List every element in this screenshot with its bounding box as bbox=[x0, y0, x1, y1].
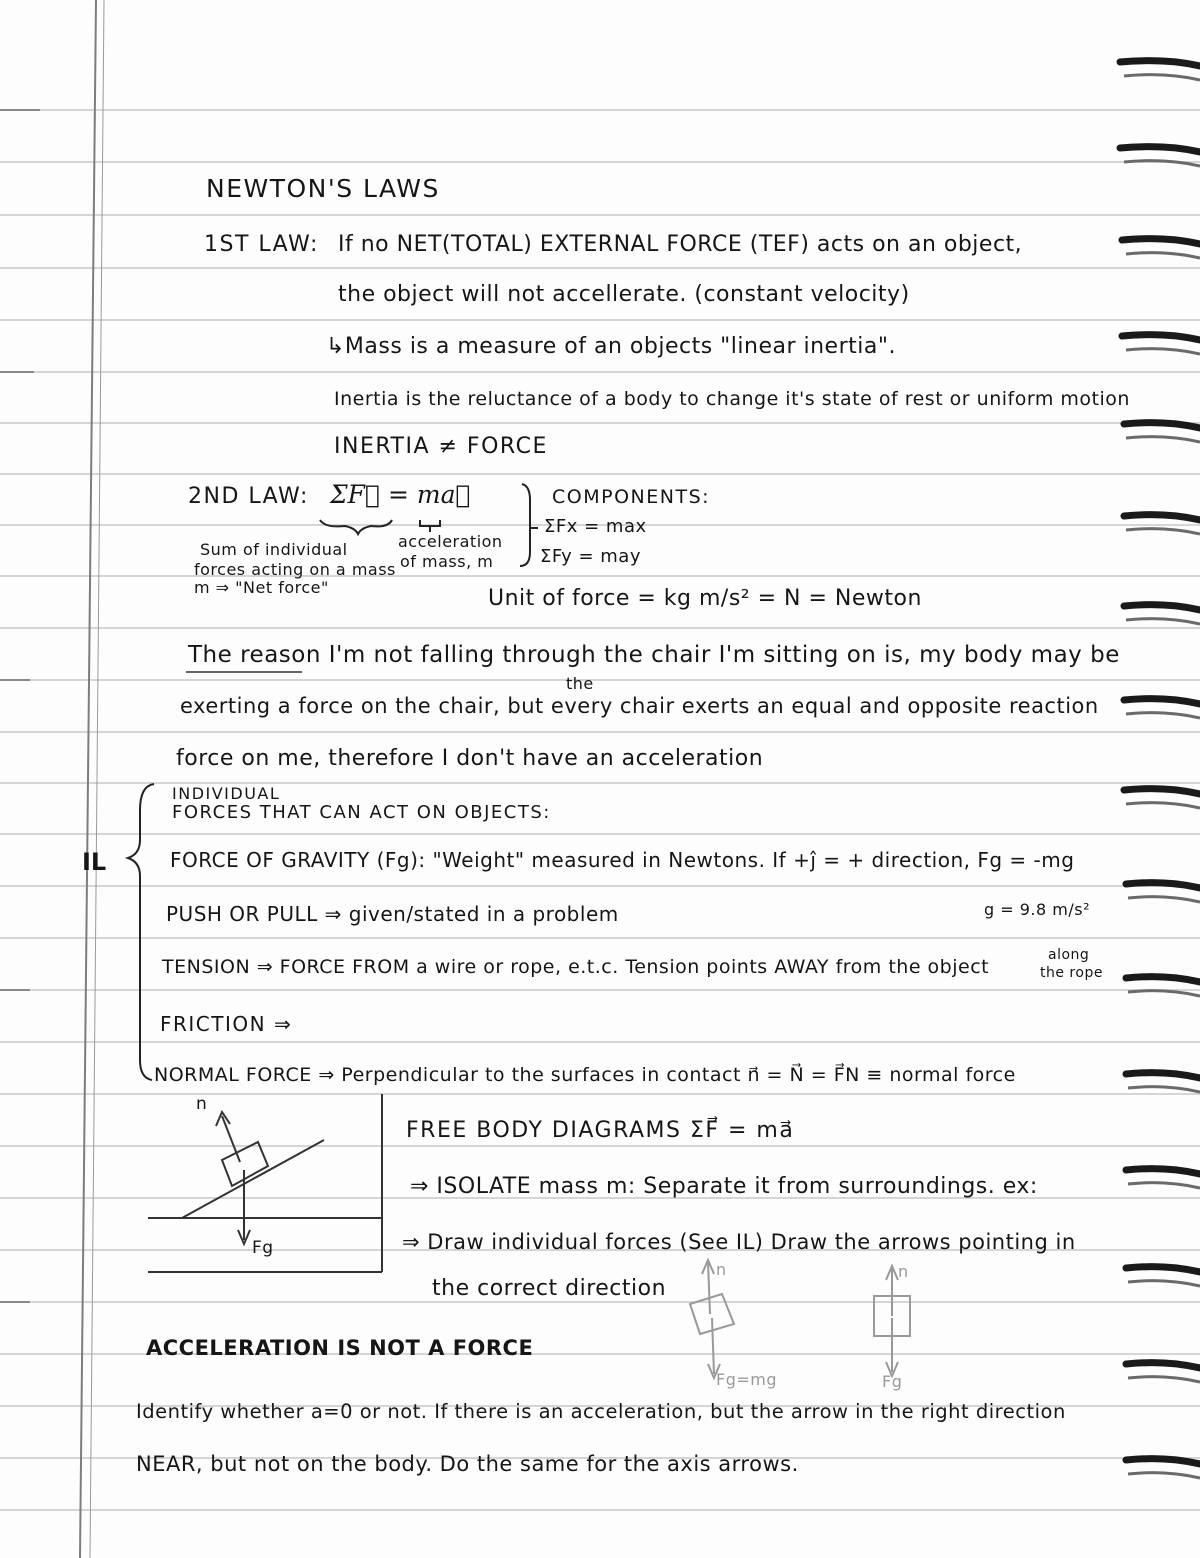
force-gravity: FORCE OF GRAVITY (Fg): "Weight" measured in Newtons. If +ĵ = + direction, Fg = -mg bbox=[170, 848, 1075, 872]
third-law-line-1: The reason I'm not falling through the chair I'm sitting on is, my body may be bbox=[188, 642, 1120, 668]
fbd-step-3: the correct direction bbox=[432, 1276, 667, 1301]
third-law-insert: the bbox=[566, 674, 594, 693]
component-x: ΣFx = max bbox=[544, 516, 647, 537]
first-law-label: 1ST LAW: bbox=[204, 232, 319, 257]
tension-note-2: the rope bbox=[1040, 965, 1103, 981]
first-law-line-2: the object will not accellerate. (constant velocity) bbox=[338, 282, 910, 307]
diagram-1-n-label: n bbox=[196, 1094, 208, 1114]
accel-note-1: acceleration bbox=[398, 532, 503, 551]
sum-note-2: forces acting on a mass bbox=[194, 560, 396, 579]
force-push-pull: PUSH OR PULL ⇒ given/stated in a problem bbox=[166, 902, 619, 926]
acceleration-line-2: NEAR, but not on the body. Do the same for the axis arrows. bbox=[136, 1452, 799, 1476]
second-law-label: 2ND LAW: bbox=[188, 484, 309, 509]
first-law-line-5: INERTIA ≠ FORCE bbox=[334, 434, 548, 459]
diagram-3-fg-label: Fg bbox=[882, 1372, 903, 1391]
acceleration-line-1: Identify whether a=0 or not. If there is an acceleration, but the arrow in the right direction bbox=[136, 1400, 1066, 1423]
third-law-line-2: exerting a force on the chair, but every chair exerts an equal and opposite reaction bbox=[180, 694, 1099, 718]
first-law-line-4: Inertia is the reluctance of a body to change it's state of rest or uniform motion bbox=[334, 388, 1130, 410]
force-tension: TENSION ⇒ FORCE FROM a wire or rope, e.t.c. Tension points AWAY from the object bbox=[162, 956, 990, 978]
page-title: NEWTON'S LAWS bbox=[206, 174, 440, 203]
tension-note-1: along bbox=[1048, 947, 1090, 963]
fbd-heading: FREE BODY DIAGRAMS ΣF⃗ = ma⃗ bbox=[406, 1118, 795, 1143]
acceleration-heading: ACCELERATION IS NOT A FORCE bbox=[146, 1336, 534, 1360]
component-y: ΣFy = may bbox=[540, 546, 641, 567]
unit-of-force: Unit of force = kg m/s² = N = Newton bbox=[488, 586, 922, 611]
fbd-step-1: ⇒ ISOLATE mass m: Separate it from surroundings. ex: bbox=[410, 1174, 1038, 1199]
diagram-3-n-label: n bbox=[898, 1262, 909, 1281]
first-law-line-3: ↳Mass is a measure of an objects "linear inertia". bbox=[326, 334, 896, 359]
third-law-line-3: force on me, therefore I don't have an acceleration bbox=[176, 746, 764, 771]
sum-note-3: m ⇒ "Net force" bbox=[194, 578, 329, 597]
second-law-equation: ΣF⃗ = ma⃗ bbox=[330, 480, 471, 509]
forces-heading-1: INDIVIDUAL bbox=[172, 784, 281, 803]
force-normal: NORMAL FORCE ⇒ Perpendicular to the surfaces in contact n⃗ = N⃗ = F⃗N ≡ normal force bbox=[154, 1064, 1016, 1086]
diagram-2-fg-label: Fg=mg bbox=[716, 1370, 778, 1389]
fbd-step-2: ⇒ Draw individual forces (See IL) Draw the arrows pointing in bbox=[402, 1230, 1076, 1254]
diagram-2-n-label: n bbox=[716, 1260, 727, 1279]
first-law-line-1: If no NET(TOTAL) EXTERNAL FORCE (TEF) acts on an object, bbox=[338, 232, 1023, 257]
diagram-1-fg-label: Fg bbox=[252, 1238, 274, 1258]
forces-marker: IL bbox=[82, 848, 107, 876]
sum-note-1: Sum of individual bbox=[200, 540, 348, 559]
components-label: COMPONENTS: bbox=[552, 486, 711, 508]
accel-note-2: of mass, m bbox=[400, 552, 494, 571]
force-friction: FRICTION ⇒ bbox=[160, 1012, 293, 1036]
forces-heading-2: FORCES THAT CAN ACT ON OBJECTS: bbox=[172, 802, 551, 823]
gravity-g-value: g = 9.8 m/s² bbox=[984, 900, 1090, 919]
